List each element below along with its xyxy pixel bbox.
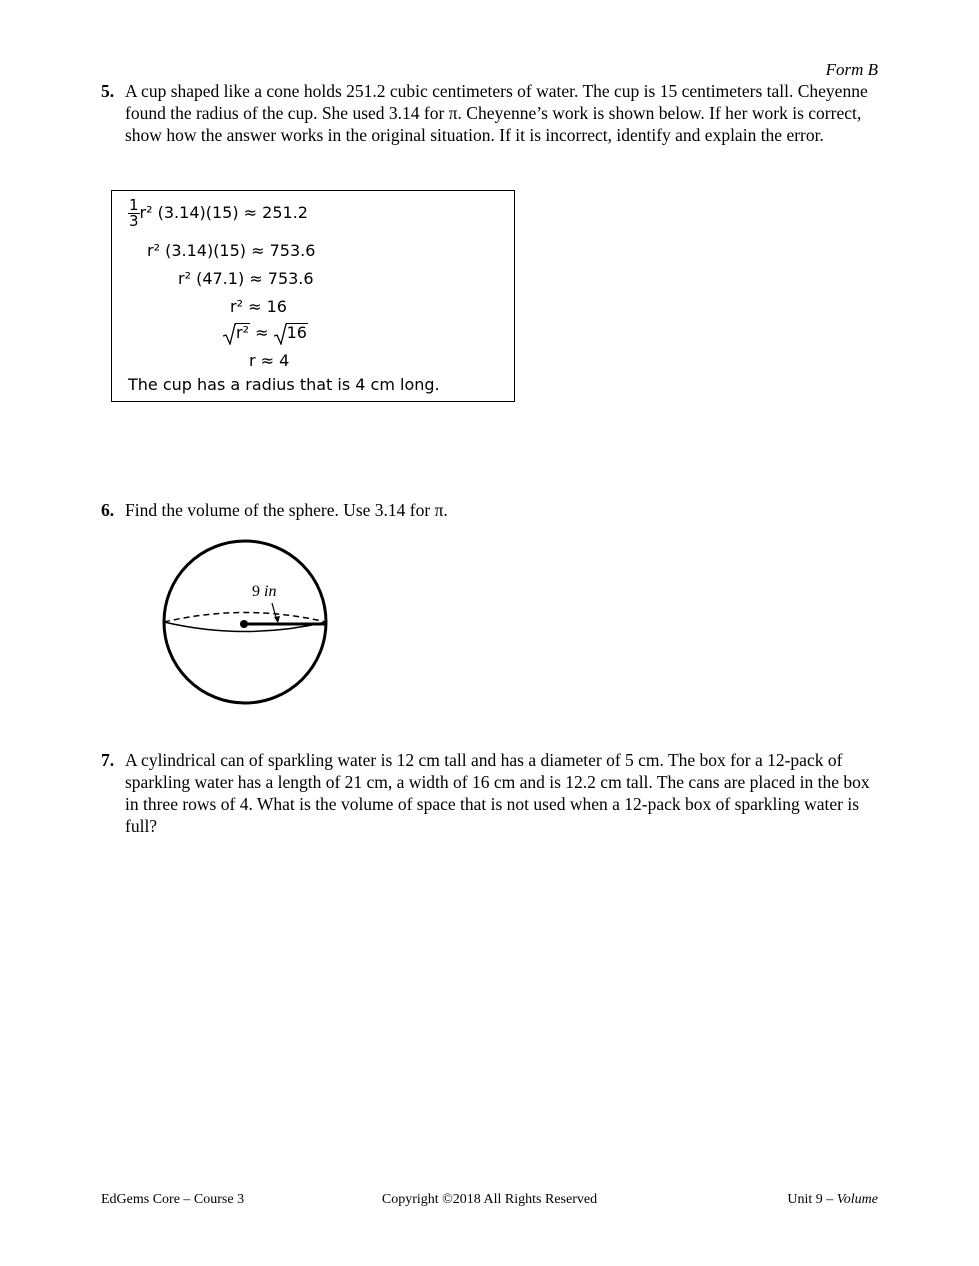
problem-number: 7.	[101, 750, 115, 770]
problem-text: A cup shaped like a cone holds 251.2 cubic centimeters of water. The cup is 15 centimeters tall. Cheyenne found the radius of the cup. She used 3.14 for π. Cheyenne’s work is shown below. If her work is correct, show how the answer works in the original situation. If it is incorrect, identify and explain the error.	[125, 81, 868, 145]
problem-text: A cylindrical can of sparkling water is 12 cm tall and has a diameter of 5 cm. The box for a 12-pack of sparkling water has a length of 21 cm, a width of 16 cm and is 12.2 cm tall. The cans are placed in the box in three rows of 4. What is the volume of space that is not used when a 12-pack box of sparkling water is full?	[125, 750, 870, 836]
sphere-figure	[160, 537, 335, 717]
square-root-left: r²	[223, 323, 250, 342]
problem-text: Find the volume of the sphere. Use 3.14 for π.	[125, 500, 448, 520]
footer-unit: Unit 9 – Volume	[787, 1192, 878, 1207]
footer-copyright: Copyright ©2018 All Rights Reserved	[381, 1192, 598, 1207]
work-line-3: r² (47.1) ≈ 753.6	[178, 269, 314, 288]
work-line-1-text: r² (3.14)(15) ≈ 251.2	[139, 203, 308, 222]
problem-7	[101, 749, 881, 837]
square-root-right: 16	[274, 323, 308, 342]
work-line-4: r² ≈ 16	[230, 297, 287, 316]
work-line-5	[223, 323, 308, 342]
fraction-one-third: $\frac{1}{3}$	[129, 196, 139, 230]
footer-course: EdGems Core – Course 3	[101, 1192, 245, 1207]
label-arrowhead	[274, 616, 280, 623]
problem-number: 5.	[101, 81, 115, 101]
work-line-2: r² (3.14)(15) ≈ 753.6	[147, 241, 316, 260]
work-line-1	[128, 198, 308, 229]
work-line-6: r ≈ 4	[249, 351, 290, 370]
student-work-box	[111, 190, 515, 402]
problem-6	[101, 499, 881, 521]
problem-number: 6.	[101, 500, 115, 520]
radius-label: 9 in	[252, 583, 277, 600]
work-conclusion: The cup has a radius that is 4 cm long.	[128, 375, 440, 394]
form-label: Form B	[825, 60, 878, 79]
problem-5	[101, 80, 881, 146]
center-point	[240, 620, 248, 628]
approx-symbol: ≈	[255, 323, 269, 342]
